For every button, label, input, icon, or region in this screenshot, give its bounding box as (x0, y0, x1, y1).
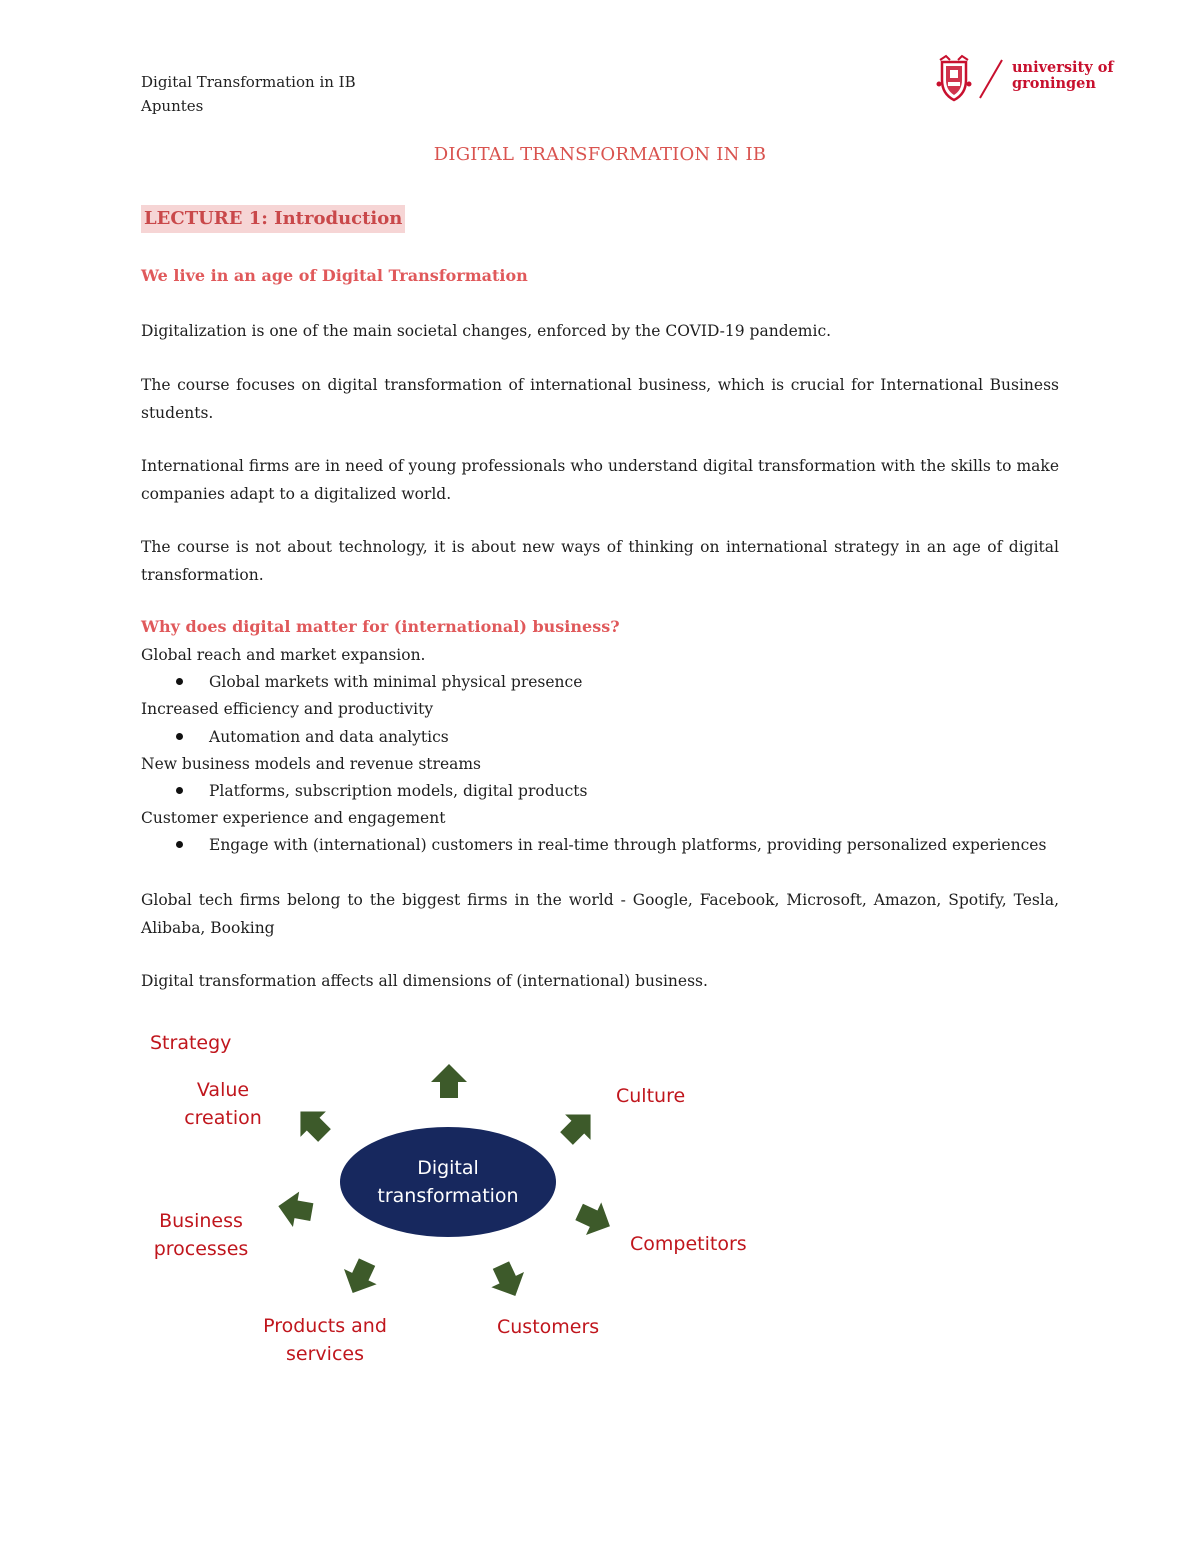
bullet-icon (176, 678, 183, 685)
paragraph-international-firms: International firms are in need of young professionals who understand digital transformation with the skills to make companies adapt to a digitalized world. (141, 457, 1059, 503)
center-label: Digital transformation (377, 1157, 519, 1207)
crest-icon (936, 54, 972, 102)
arrow-up-icon (431, 1064, 467, 1098)
slash-divider-icon (976, 56, 1006, 100)
list-bullet: Global markets with minimal physical presence (176, 669, 582, 696)
arrow-left-icon (275, 1188, 315, 1229)
arrow-up-left-icon (288, 1099, 337, 1148)
list-bullet: Platforms, subscription models, digital products (176, 778, 588, 805)
arrow-up-right-icon (554, 1102, 603, 1151)
paragraph-digitalization: Digitalization is one of the main societal changes, enforced by the COVID-19 pandemic. (141, 322, 832, 340)
label-products-services: Products and services (263, 1315, 387, 1365)
document-title: DIGITAL TRANSFORMATION IN IB (433, 144, 767, 165)
page-header (141, 70, 356, 118)
bullet-icon (176, 841, 183, 848)
paragraph-affects-dimensions: Digital transformation affects all dimensions of (international) business. (141, 972, 708, 990)
list-bullet: Automation and data analytics (176, 724, 449, 751)
arrow-down-left-icon (336, 1255, 383, 1301)
header-subtitle: Apuntes (141, 97, 204, 115)
arrow-right-icon (572, 1196, 618, 1243)
section-heading-why-digital: Why does digital matter for (international) business? (141, 617, 620, 636)
list-label: Global reach and market expansion. (141, 646, 426, 664)
logo-line-2: groningen (1012, 75, 1096, 92)
label-customers: Customers (497, 1316, 600, 1338)
arrow-down-right-icon (485, 1258, 532, 1304)
paragraph-course-focus: The course focuses on digital transformation of international business, which is crucial for International Business students. (141, 376, 1059, 422)
logo-line-1: university of (1012, 59, 1114, 76)
header-course: Digital Transformation in IB (141, 73, 356, 91)
logo-wordmark (1012, 60, 1114, 92)
list-label: New business models and revenue streams (141, 755, 482, 773)
section-heading-age: We live in an age of Digital Transformation (141, 266, 528, 285)
list-bullet: Engage with (international) customers in real-time through platforms, providing personalized experiences (176, 832, 1046, 859)
label-culture: Culture (616, 1085, 686, 1107)
bullet-icon (176, 787, 183, 794)
lecture-heading: LECTURE 1: Introduction (141, 205, 405, 233)
paragraph-global-tech-firms: Global tech firms belong to the biggest firms in the world - Google, Facebook, Microsoft, Amazon, Spotify, Tesla, Alibaba, Booking (141, 891, 1059, 937)
list-label: Customer experience and engagement (141, 809, 446, 827)
university-logo (936, 52, 1116, 104)
label-strategy: Strategy (150, 1032, 232, 1054)
list-label: Increased efficiency and productivity (141, 700, 434, 718)
label-value-creation: Value creation (184, 1079, 262, 1129)
label-business-processes: Business processes (153, 1210, 249, 1260)
digital-transformation-diagram (140, 1020, 780, 1390)
label-competitors: Competitors (630, 1233, 747, 1255)
bullet-icon (176, 733, 183, 740)
paragraph-not-technology: The course is not about technology, it is about new ways of thinking on international strategy in an age of digital transformation. (141, 538, 1059, 584)
